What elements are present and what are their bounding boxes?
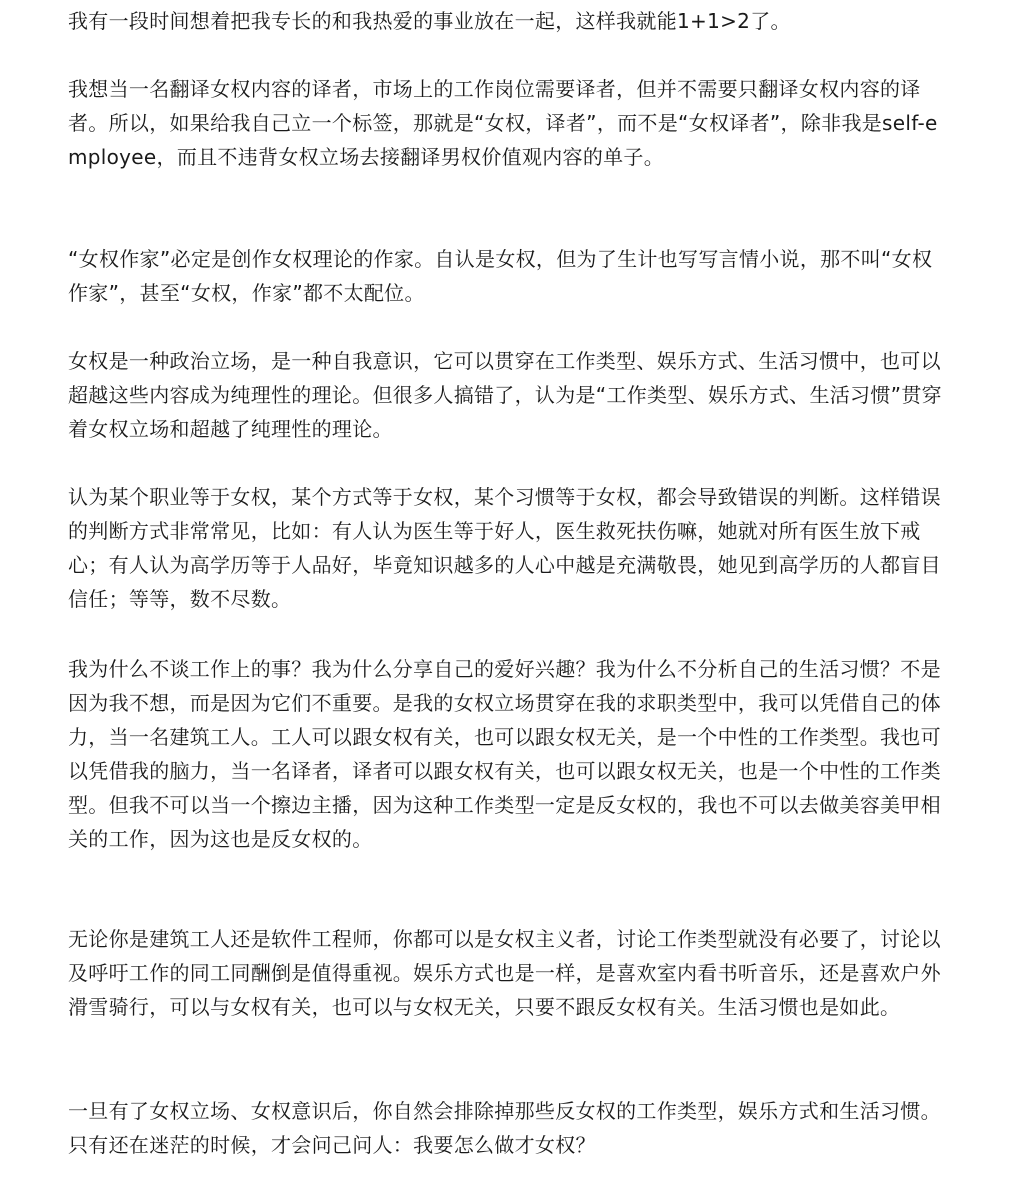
paragraph-3: “女权作家”必定是创作女权理论的作家。自认是女权，但为了生计也写写言情小说，那不叫“女权作家”，甚至“女权，作家”都不太配位。 [68, 247, 933, 305]
paragraph-2: 我想当一名翻译女权内容的译者，市场上的工作岗位需要译者，但并不需要只翻译女权内容的译者。所以，如果给我自己立一个标签，那就是“女权，译者”，而不是“女权译者”，除非我是self-employee，而且不违背女权立场去接翻译男权价值观内容的单子。 [68, 77, 938, 169]
paragraph-6: 我为什么不谈工作上的事？我为什么分享自己的爱好兴趣？我为什么不分析自己的生活习惯？不是因为我不想，而是因为它们不重要。是我的女权立场贯穿在我的求职类型中，我可以凭借自己的体力，当一名建筑工人。工人可以跟女权有关，也可以跟女权无关，是一个中性的工作类型。我也可以凭借我的脑力，当一名译者，译者可以跟女权有关，也可以跟女权无关，也是一个中性的工作类型。但我不可以当一个擦边主播，因为这种工作类型一定是反女权的，我也不可以去做美容美甲相关的工作，因为这也是反女权的。 [68, 657, 941, 851]
paragraph-8: 一旦有了女权立场、女权意识后，你自然会排除掉那些反女权的工作类型，娱乐方式和生活习惯。只有还在迷茫的时候，才会问己问人：我要怎么做才女权？ [68, 1099, 941, 1157]
paragraph-7: 无论你是建筑工人还是软件工程师，你都可以是女权主义者，讨论工作类型就没有必要了，讨论以及呼吁工作的同工同酬倒是值得重视。娱乐方式也是一样，是喜欢室内看书听音乐，还是喜欢户外滑雪骑行，可以与女权有关，也可以与女权无关，只要不跟反女权有关。生活习惯也是如此。 [68, 927, 941, 1019]
paragraph-1: 我有一段时间想着把我专长的和我热爱的事业放在一起，这样我就能1+1>2了。 [68, 9, 791, 33]
paragraph-4: 女权是一种政治立场，是一种自我意识，它可以贯穿在工作类型、娱乐方式、生活习惯中，也可以超越这些内容成为纯理性的理论。但很多人搞错了，认为是“工作类型、娱乐方式、生活习惯”贯穿着女权立场和超越了纯理性的理论。 [68, 349, 942, 441]
paragraph-5: 认为某个职业等于女权，某个方式等于女权，某个习惯等于女权，都会导致错误的判断。这样错误的判断方式非常常见，比如：有人认为医生等于好人，医生救死扶伤嘛，她就对所有医生放下戒心；有人认为高学历等于人品好，毕竟知识越多的人心中越是充满敬畏，她见到高学历的人都盲目信任；等等，数不尽数。 [68, 485, 941, 611]
